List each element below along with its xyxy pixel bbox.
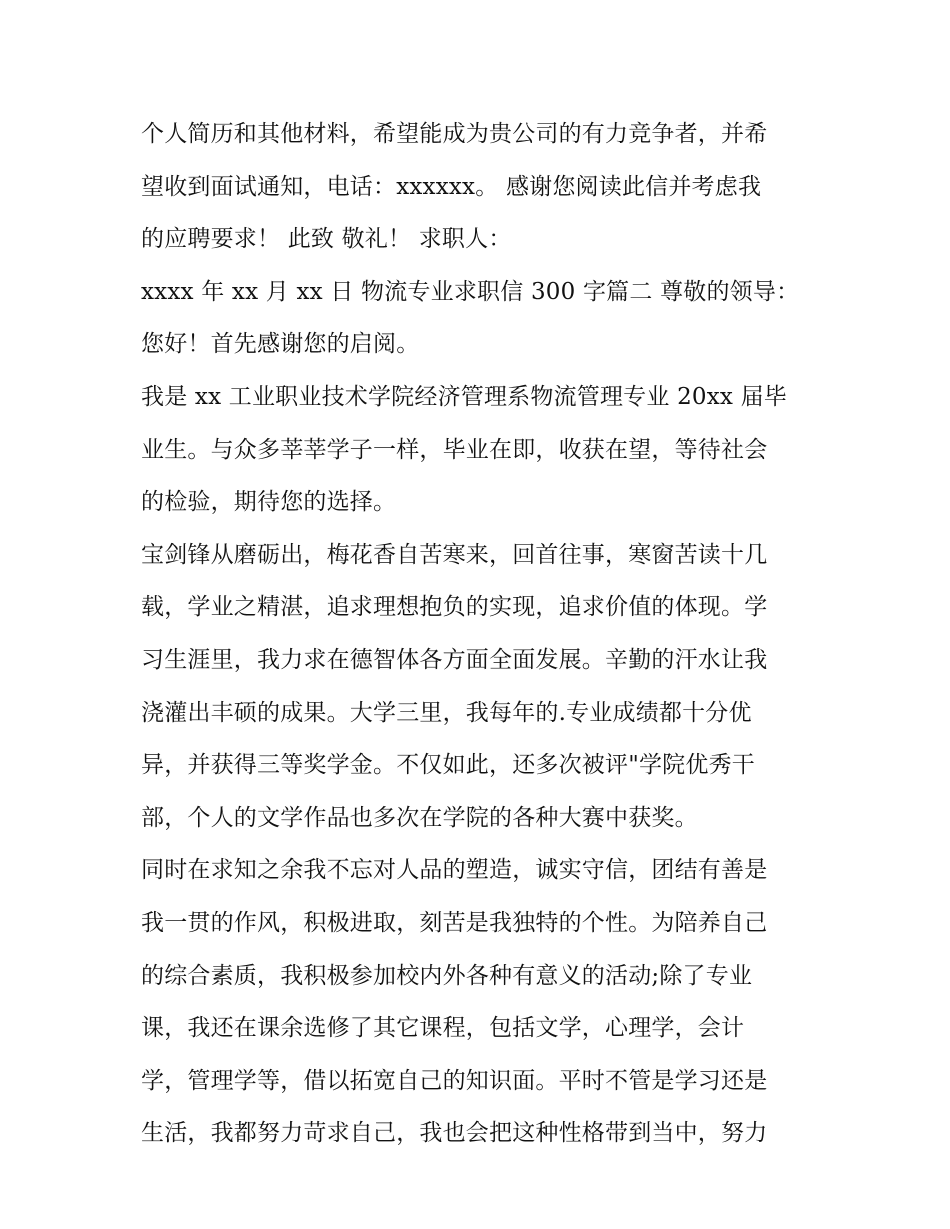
text-line: 的综合素质，我积极参加校内外各种有意义的活动;除了专业 bbox=[141, 962, 753, 989]
text-line: 的应聘要求！ 此致 敬礼！ 求职人： bbox=[141, 226, 512, 253]
text-line: xxxx 年 xx 月 xx 日 物流专业求职信 300 字篇二 尊敬的领导： bbox=[141, 278, 800, 305]
text-line: 浇灌出丰硕的成果。大学三里，我每年的.专业成绩都十分优 bbox=[141, 699, 752, 726]
letter-body bbox=[141, 108, 821, 1160]
text-line: 我一贯的作风，积极进取，刻苦是我独特的个性。为陪养自己 bbox=[141, 909, 768, 936]
text-line: 个人简历和其他材料，希望能成为贵公司的有力竞争者，并希 bbox=[141, 121, 768, 147]
text-line: 生活，我都努力苛求自己，我也会把这种性格带到当中，努力 bbox=[141, 1120, 768, 1147]
text-line: 的检验，期待您的选择。 bbox=[141, 489, 397, 516]
text-line: 宝剑锋从磨砺出，梅花香自苦寒来，回首往事，寒窗苦读十几 bbox=[141, 541, 768, 568]
text-line: 习生涯里，我力求在德智体各方面全面发展。辛勤的汗水让我 bbox=[141, 646, 768, 673]
text-line: 望收到面试通知，电话：xxxxxx。 感谢您阅读此信并考虑我 bbox=[141, 173, 762, 200]
text-line: 异，并获得三等奖学金。不仅如此，还多次被评"学院优秀干 bbox=[141, 752, 755, 779]
text-line: 学，管理学等，借以拓宽自己的知识面。平时不管是学习还是 bbox=[141, 1067, 768, 1094]
text-line: 业生。与众多莘莘学子一样，毕业在即，收获在望，等待社会 bbox=[141, 436, 768, 463]
text-line: 载，学业之精湛，追求理想抱负的实现，追求价值的体现。学 bbox=[141, 594, 768, 621]
text-line: 课，我还在课余选修了其它课程，包括文学，心理学，会计 bbox=[141, 1015, 745, 1042]
text-line: 您好！首先感谢您的启阅。 bbox=[141, 331, 420, 358]
text-line: 部，个人的文学作品也多次在学院的各种大赛中获奖。 bbox=[141, 804, 698, 831]
text-line: 同时在求知之余我不忘对人品的塑造，诚实守信，团结有善是 bbox=[141, 857, 768, 884]
text-line: 我是 xx 工业职业技术学院经济管理系物流管理专业 20xx 届毕 bbox=[141, 383, 787, 410]
